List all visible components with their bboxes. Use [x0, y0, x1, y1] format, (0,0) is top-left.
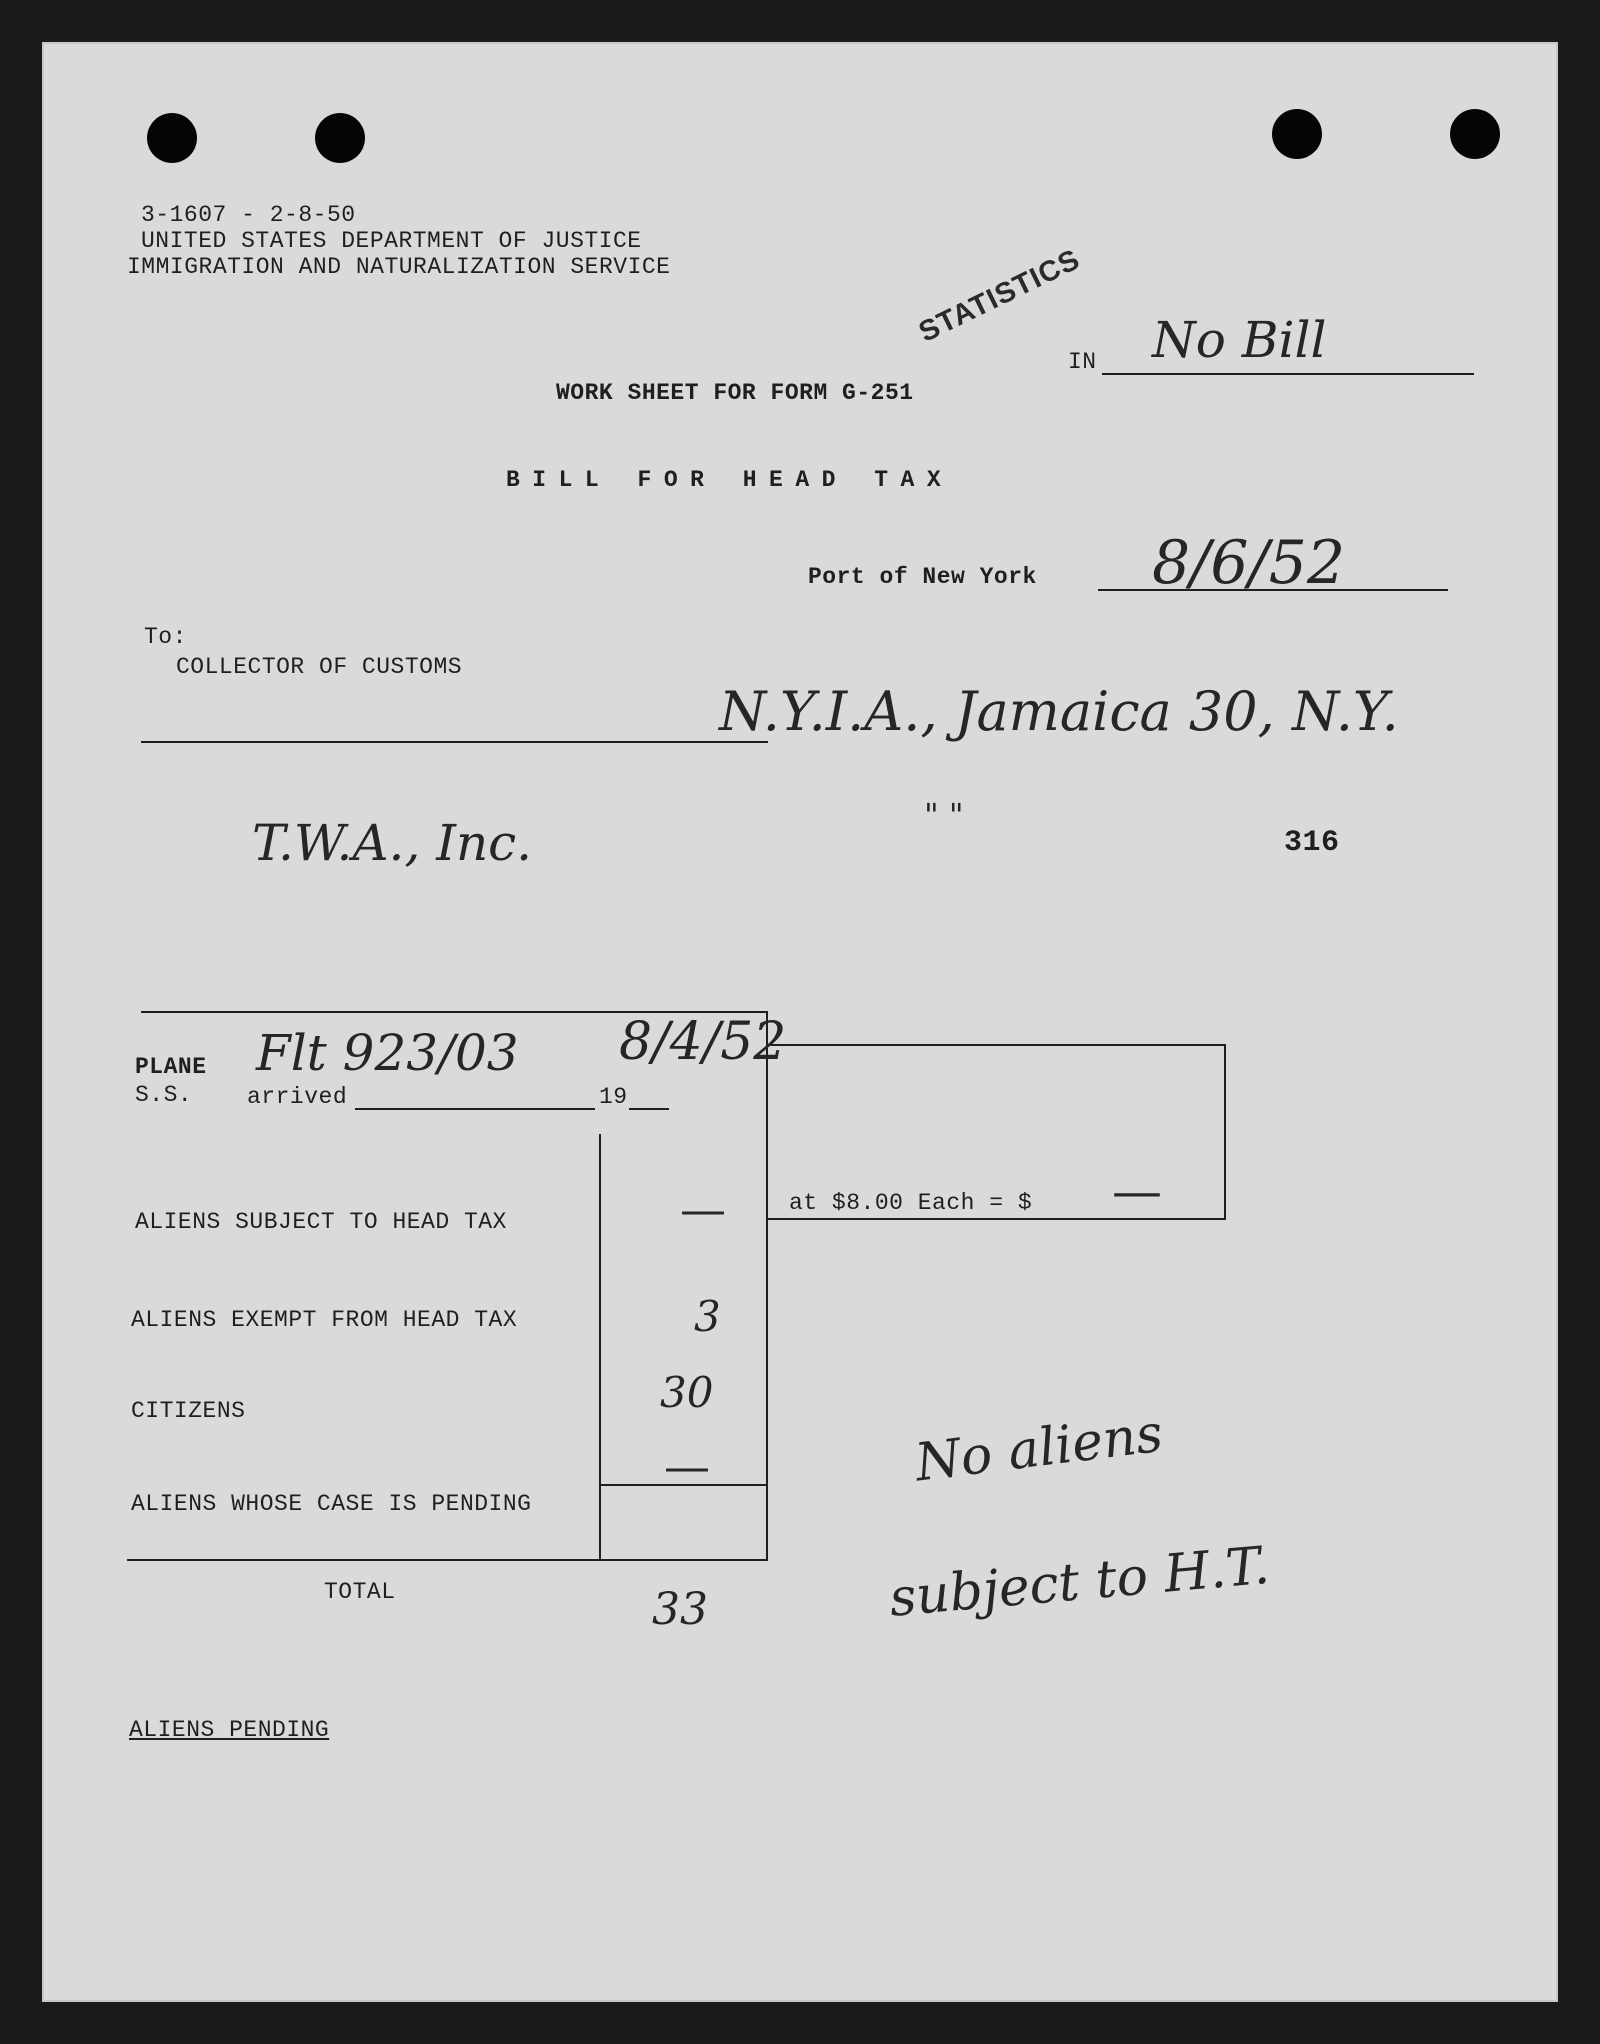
ditto-marks: " ": [924, 796, 964, 834]
bill-number: 316: [1284, 826, 1340, 860]
service-name: IMMIGRATION AND NATURALIZATION SERVICE: [127, 254, 671, 280]
aliens-pending-label: ALIENS PENDING: [129, 1717, 330, 1743]
form-sheet: [42, 42, 1558, 2002]
amount-box-top: [768, 1044, 1226, 1046]
arrived-label: arrived: [247, 1084, 348, 1110]
table-value-column-border: [599, 1134, 601, 1560]
row-label-subject: ALIENS SUBJECT TO HEAD TAX: [135, 1209, 507, 1235]
table-right-border: [766, 1011, 768, 1560]
in-value: No Bill: [1152, 311, 1327, 369]
rate-text: at $8.00 Each = $: [789, 1190, 1033, 1216]
to-recipient: COLLECTOR OF CUSTOMS: [176, 654, 463, 680]
row-value-pending: —: [664, 1439, 710, 1493]
in-label: IN: [1068, 349, 1097, 375]
department-name: UNITED STATES DEPARTMENT OF JUSTICE: [141, 228, 642, 254]
form-title: WORK SHEET FOR FORM G-251: [556, 380, 914, 406]
punch-hole: [147, 113, 197, 163]
plane-label: PLANE: [135, 1054, 207, 1080]
table-bottom-border: [127, 1559, 768, 1561]
total-value: 33: [652, 1584, 708, 1635]
ss-label: S.S.: [135, 1082, 193, 1108]
row-value-subject: —: [680, 1182, 726, 1236]
to-underline: [141, 741, 768, 743]
port-label: Port of New York: [808, 564, 1037, 590]
amount-box-right: [1224, 1044, 1226, 1220]
total-label: TOTAL: [324, 1579, 396, 1605]
form-number: 3-1607 - 2-8-50: [141, 202, 356, 228]
note-line-1: No aliens: [912, 1403, 1167, 1494]
statistics-stamp: STATISTICS: [914, 243, 1086, 349]
form-subtitle: BILL FOR HEAD TAX: [506, 467, 954, 493]
year-label: 19: [599, 1084, 628, 1110]
row-label-pending: ALIENS WHOSE CASE IS PENDING: [131, 1491, 532, 1517]
row-value-exempt: 3: [694, 1292, 721, 1341]
year-underline: [629, 1108, 669, 1110]
punch-hole: [1450, 109, 1500, 159]
note-line-2: subject to H.T.: [887, 1535, 1272, 1629]
form-revision-date: 2-8-50: [269, 202, 356, 228]
arrived-underline: [355, 1108, 595, 1110]
row-label-exempt: ALIENS EXEMPT FROM HEAD TAX: [131, 1307, 518, 1333]
punch-hole: [1272, 109, 1322, 159]
flight-number: Flt 923/03: [256, 1024, 519, 1082]
row-value-citizens: 30: [660, 1368, 714, 1417]
carrier-name: T.W.A., Inc.: [252, 814, 533, 872]
form-number-code: 3-1607: [141, 202, 227, 228]
arrival-date: 8/4/52: [619, 1012, 787, 1072]
rate-amount: —: [1112, 1162, 1162, 1220]
port-date: 8/6/52: [1152, 528, 1346, 598]
in-underline: [1102, 373, 1474, 375]
row-label-citizens: CITIZENS: [131, 1398, 246, 1424]
to-label: To:: [144, 624, 187, 650]
punch-hole: [315, 113, 365, 163]
to-address: N.Y.I.A., Jamaica 30, N.Y.: [719, 680, 1399, 743]
